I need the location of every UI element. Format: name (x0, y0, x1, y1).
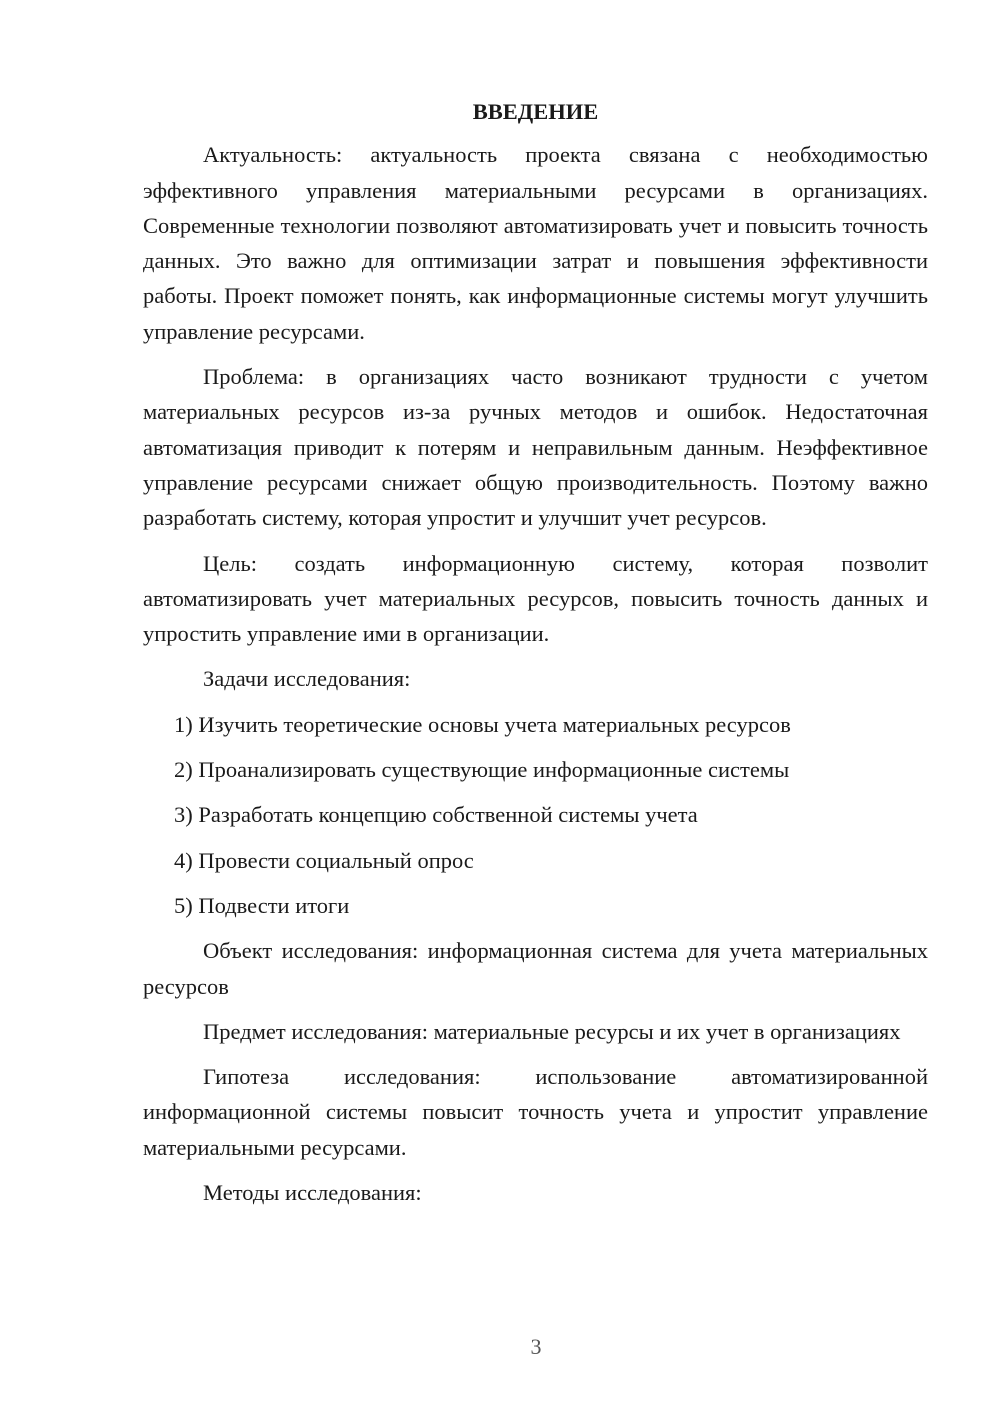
list-item: 4) Провести социальный опрос (174, 847, 474, 873)
paragraph-object: Объект исследования: информационная система для учета материальных ресурсов (143, 938, 928, 999)
list-item: 1) Изучить теоретические основы учета материальных ресурсов (174, 711, 791, 737)
document-page (143, 94, 928, 1220)
paragraph-subject: Предмет исследования: материальные ресурсы и их учет в организациях (203, 1018, 901, 1044)
paragraph-goal: Цель: создать информационную систему, которая позволит автоматизировать учет материальных ресурсов, повысить точность данных и упростить управление ими в организации. (143, 550, 928, 647)
list-item: 3) Разработать концепцию собственной системы учета (174, 802, 698, 828)
list-item: 5) Подвести итоги (174, 892, 350, 918)
paragraph-hypothesis: Гипотеза исследования: использование автоматизированной информационной системы повысит точность учета и упростит управление материальными ресурсами. (143, 1064, 928, 1160)
list-item: 2) Проанализировать существующие информационные системы (174, 757, 790, 783)
tasks-label: Задачи исследования: (203, 666, 411, 692)
methods-label: Методы исследования: (203, 1180, 422, 1206)
page-title: ВВЕДЕНИЕ (472, 99, 599, 124)
page-number: 3 (530, 1334, 542, 1359)
paragraph-problem: Проблема: в организациях часто возникают трудности с учетом материальных ресурсов из-за ручных методов и ошибок. Недостаточная автоматизация приводит к потерям и неправильным данным. Неэффективное управление ресурсами снижает общую производительность. Поэтому важно разработать систему, которая упростит и улучшит учет ресурсов. (143, 364, 928, 531)
paragraph-relevance: Актуальность: актуальность проекта связана с необходимостью эффективного управления материальными ресурсами в организациях. Современные технологии позволяют автоматизировать учет и повысить точность данных. Это важно для оптимизации затрат и повышения эффективности работы. Проект поможет понять, как информационные системы могут улучшить управление ресурсами. (143, 142, 928, 344)
task-list (143, 707, 928, 923)
